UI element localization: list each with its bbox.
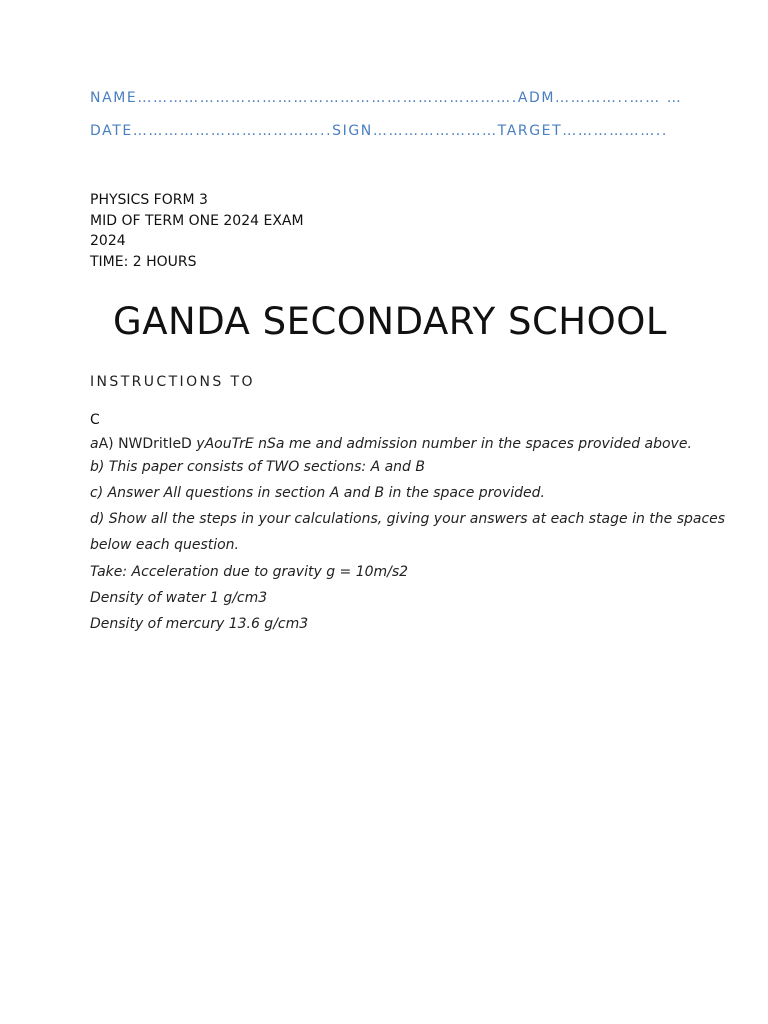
date-sign-target-field-line: DATE………………………………..SIGN……………………TARGET……………….. bbox=[90, 123, 668, 139]
instruction-item-c: c) Answer All questions in section A and B in the space provided. bbox=[90, 485, 545, 501]
name-adm-field-line: NAME……………………………………………………………….ADM…………..…… … bbox=[90, 90, 683, 106]
instruction-a-mid-text: yAouTrE bbox=[196, 436, 259, 452]
instruction-item-b: b) This paper consists of TWO sections: A and B bbox=[90, 459, 425, 475]
constant-gravity: Take: Acceleration due to gravity g = 10m/s2 bbox=[90, 564, 409, 580]
instruction-item-a bbox=[90, 436, 692, 452]
instruction-item-d-continued: below each question. bbox=[90, 537, 240, 553]
exam-year-label: 2024 bbox=[90, 233, 126, 249]
exam-info bbox=[90, 190, 304, 272]
subject-label: PHYSICS FORM 3 bbox=[90, 192, 208, 208]
exam-name-label: MID OF TERM ONE 2024 EXAM bbox=[90, 212, 304, 229]
instructions-heading-continuation: C bbox=[90, 412, 100, 428]
constant-water-density: Density of water 1 g/cm3 bbox=[90, 590, 268, 606]
instruction-a-upright-text: A) NWDritIeD bbox=[98, 436, 197, 452]
exam-time-label: TIME: 2 HOURS bbox=[90, 253, 197, 270]
instruction-a-prefix: a bbox=[90, 436, 99, 452]
instruction-a-rest-text: nSa me and admission number in the spaces provided above. bbox=[258, 436, 692, 452]
school-title: GANDA SECONDARY SCHOOL bbox=[113, 300, 667, 343]
constant-mercury-density: Density of mercury 13.6 g/cm3 bbox=[90, 616, 309, 632]
instructions-heading: INSTRUCTIONS TO bbox=[90, 374, 255, 390]
instruction-item-d: d) Show all the steps in your calculations, giving your answers at each stage in the spaces bbox=[90, 511, 726, 527]
